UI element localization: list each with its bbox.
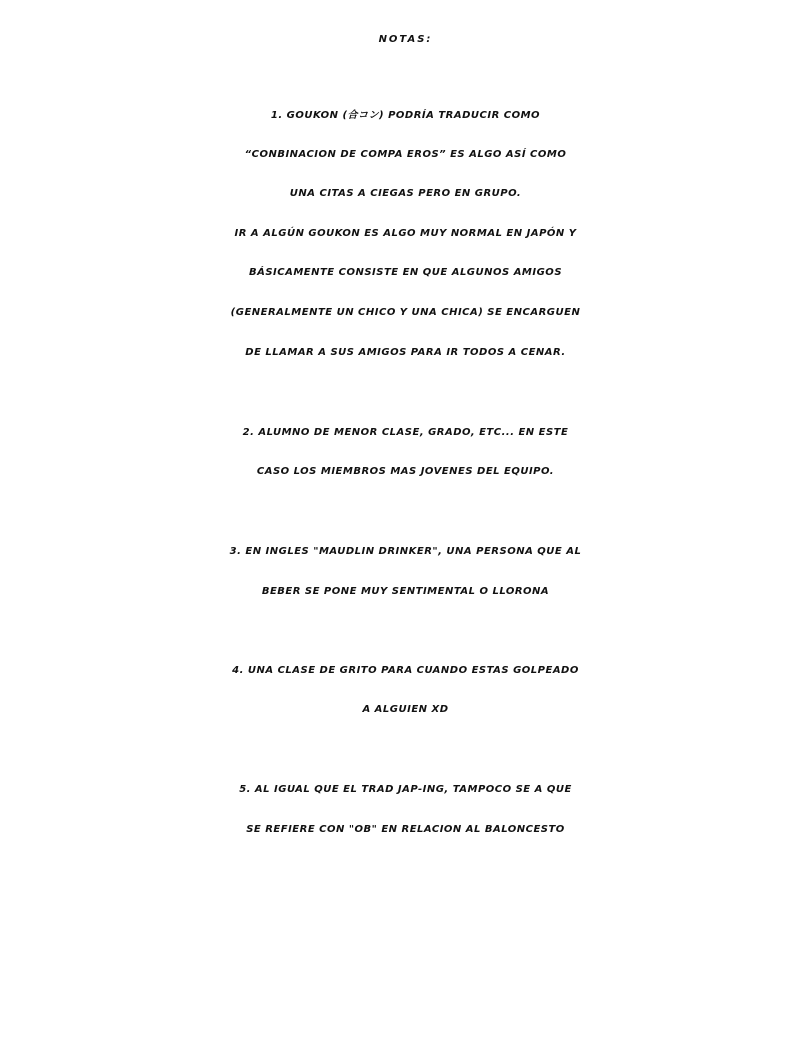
note-5-line-1: 5. AL IGUAL QUE EL TRAD JAP-ING, TAMPOCO SE A QUE: [239, 784, 572, 795]
note-2-line-1: 2. ALUMNO DE MENOR CLASE, GRADO, ETC... EN ESTE: [242, 427, 569, 438]
note-1-line-4: IR A ALGÚN GOUKON ES ALGO MUY NORMAL EN JAPÓN Y: [234, 228, 577, 239]
note-1-line-7: DE LLAMAR A SUS AMIGOS PARA IR TODOS A CENAR.: [245, 347, 566, 358]
page-title: NOTAS:: [378, 34, 433, 45]
note-2-line-2: CASO LOS MIEMBROS MAS JOVENES DEL EQUIPO.: [256, 466, 555, 477]
note-3-line-2: BEBER SE PONE MUY SENTIMENTAL O LLORONA: [261, 586, 550, 597]
note-3-line-1: 3. EN INGLES "MAUDLIN DRINKER", UNA PERSONA QUE AL: [229, 546, 582, 557]
note-5-line-2: SE REFIERE CON "OB" EN RELACION AL BALONCESTO: [246, 824, 565, 835]
note-1-line-5: BÁSICAMENTE CONSISTE EN QUE ALGUNOS AMIGOS: [248, 267, 563, 278]
note-1-line-1: 1. GOUKON (合コン) PODRÍA TRADUCIR COMO: [270, 110, 541, 121]
note-1-line-3: UNA CITAS A CIEGAS PERO EN GRUPO.: [289, 188, 522, 199]
note-1-line-6: (GENERALMENTE UN CHICO Y UNA CHICA) SE ENCARGUEN: [230, 307, 581, 318]
note-4-line-1: 4. UNA CLASE DE GRITO PARA CUANDO ESTAS GOLPEADO: [232, 665, 579, 676]
note-1-line-2: “CONBINACION DE COMPA EROS” ES ALGO ASÍ COMO: [244, 149, 567, 160]
note-4-line-2: A ALGUIEN XD: [362, 704, 449, 715]
